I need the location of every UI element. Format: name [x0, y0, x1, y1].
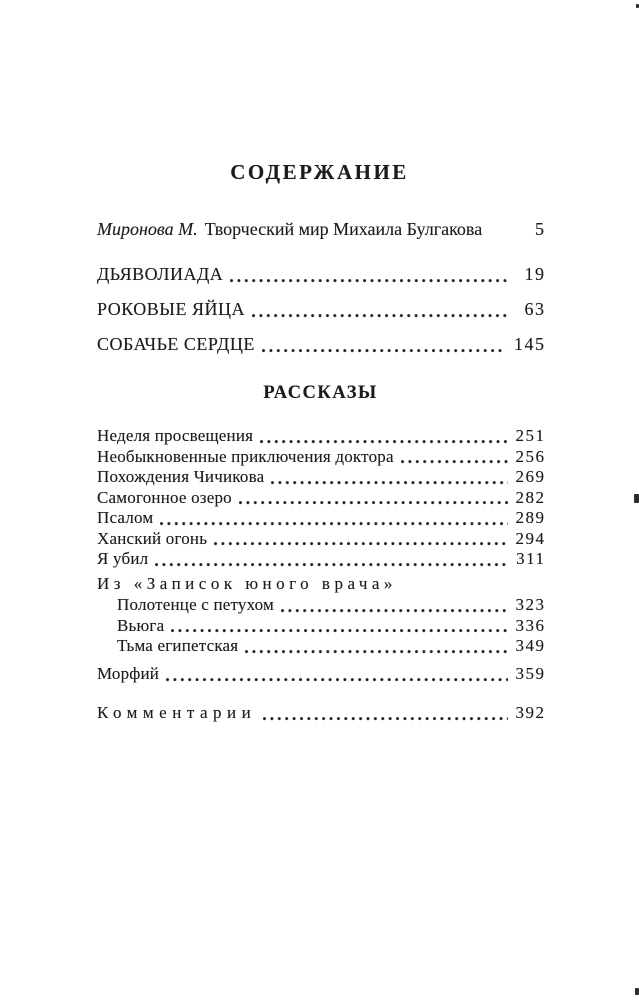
- section-title-rasskazy: РАССКАЗЫ: [263, 383, 378, 403]
- entry-page-number: 359: [515, 664, 546, 683]
- dot-leader: [171, 629, 507, 633]
- toc-entry-story: [97, 467, 544, 488]
- scan-artifact: [635, 988, 639, 995]
- entry-page-number: 336: [515, 615, 546, 635]
- entry-page-number: 282: [515, 487, 546, 507]
- entry-title: Ханский огонь: [97, 528, 208, 548]
- toc-entry-kommentarii: [97, 702, 544, 724]
- entry-title: Морфий: [97, 664, 160, 683]
- toc-entry-story: [97, 508, 544, 529]
- toc-entry-story: [97, 549, 544, 570]
- entry-title: Комментарии: [97, 703, 257, 722]
- intro-page-number: 5: [535, 219, 546, 239]
- subsection-list: [97, 595, 544, 657]
- entry-page-number: 256: [515, 446, 546, 466]
- subsection-title-zapiski: Из «Записок юного врача»: [97, 574, 397, 593]
- entry-page-number: 269: [515, 467, 546, 486]
- entry-title: Вьюга: [117, 615, 165, 635]
- toc-entry-intro-article: [97, 217, 544, 241]
- toc-entry-diavoliada: [97, 262, 544, 286]
- dot-leader: [214, 542, 507, 546]
- entry-page-number: 311: [516, 549, 546, 568]
- stories-list: [97, 426, 544, 570]
- entry-title: РОКОВЫЕ ЯЙЦА: [97, 299, 245, 319]
- intro-title: Творческий мир Михаила Булгакова: [204, 219, 483, 239]
- intro-author: Миронова М.: [97, 219, 198, 239]
- dot-leader: [160, 522, 507, 526]
- entry-title: Неделя просвещения: [97, 426, 254, 445]
- entry-title: Самогонное озеро: [97, 487, 232, 507]
- toc-entry-substory: [97, 636, 544, 657]
- page-title: СОДЕРЖАНИЕ: [230, 160, 409, 184]
- entry-page-number: 289: [515, 508, 546, 527]
- entry-page-number: 392: [515, 703, 546, 722]
- entry-page-number: 349: [515, 636, 546, 655]
- entry-page-number: 294: [515, 528, 546, 548]
- dot-leader: [260, 440, 507, 444]
- dot-leader: [155, 563, 507, 567]
- dot-leader: [271, 481, 507, 485]
- entry-title: Необыкновенные приключения доктора: [97, 446, 394, 466]
- entry-title: СОБАЧЬЕ СЕРДЦЕ: [97, 334, 255, 354]
- toc-entry-substory: [97, 616, 544, 637]
- toc-entry-story: [97, 529, 544, 550]
- entry-page-number: 323: [515, 595, 546, 614]
- dot-leader: [281, 609, 507, 613]
- toc-entry-sobache-serdtse: [97, 332, 544, 356]
- entry-title: Псалом: [97, 508, 154, 527]
- dot-leader: [401, 460, 508, 464]
- entry-title: ДЬЯВОЛИАДА: [97, 264, 224, 284]
- toc-entry-morfiy: [97, 663, 544, 685]
- entry-title: Я убил: [97, 549, 149, 568]
- dot-leader: [252, 314, 508, 318]
- entry-title: Полотенце с петухом: [117, 595, 275, 614]
- entry-page-number: 19: [524, 264, 546, 284]
- dot-leader: [245, 650, 507, 654]
- toc-entry-rokovye-yaytsa: [97, 297, 544, 321]
- entry-page-number: 145: [514, 334, 546, 354]
- intro-label: [97, 217, 482, 241]
- toc-entry-story: [97, 447, 544, 468]
- dot-leader: [262, 349, 506, 353]
- dot-leader: [239, 501, 508, 505]
- dot-leader: [263, 717, 507, 721]
- toc-entry-story: [97, 426, 544, 447]
- toc-entry-story: [97, 488, 544, 509]
- entry-title: Тьма египетская: [117, 636, 239, 655]
- scan-artifact: [634, 494, 639, 503]
- dot-leader: [166, 678, 507, 682]
- toc-entry-substory: [97, 595, 544, 616]
- entry-title: Похождения Чичикова: [97, 467, 265, 486]
- dot-leader: [230, 279, 507, 283]
- entry-page-number: 63: [524, 299, 546, 319]
- entry-page-number: 251: [515, 426, 546, 445]
